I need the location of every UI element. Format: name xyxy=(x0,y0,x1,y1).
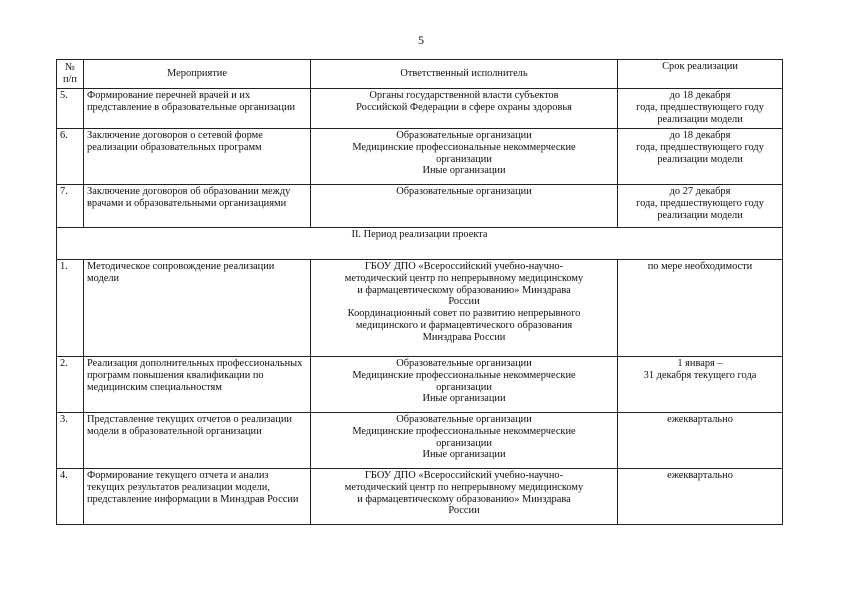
deadline-line: до 18 декабря xyxy=(669,90,731,101)
header-number xyxy=(57,60,84,89)
deadline-line: ежеквартально xyxy=(667,470,733,481)
table-body-part1 xyxy=(57,89,783,228)
table-row xyxy=(57,469,783,525)
responsible-line: медицинского и фармацевтического образования xyxy=(355,319,573,331)
deadline-cell xyxy=(618,413,783,469)
implementation-plan-table xyxy=(56,59,783,525)
responsible-line: ГБОУ ДПО «Всероссийский учебно-научно- xyxy=(364,470,564,481)
header-deadline: Срок реализации xyxy=(618,60,783,89)
deadline-line: 1 января – xyxy=(677,358,723,369)
row-number: 6. xyxy=(57,129,84,185)
responsible-cell xyxy=(311,469,618,525)
deadline-cell xyxy=(618,357,783,413)
responsible-line: Органы государственной власти субъектов xyxy=(369,90,559,101)
deadline-cell xyxy=(618,129,783,185)
row-number: 4. xyxy=(57,469,84,525)
deadline-line: года, предшествующего году xyxy=(636,141,764,153)
deadline-cell xyxy=(618,469,783,525)
responsible-line: Образовательные организации xyxy=(396,414,532,425)
responsible-line: методический центр по непрерывному медицинскому xyxy=(344,481,584,493)
deadline-line: года, предшествующего году xyxy=(636,101,764,113)
table-body-part2 xyxy=(57,260,783,525)
deadline-line: по мере необходимости xyxy=(647,261,753,272)
responsible-line: России xyxy=(448,505,480,517)
row-number: 3. xyxy=(57,413,84,469)
table-row xyxy=(57,129,783,185)
responsible-cell xyxy=(311,413,618,469)
table-row xyxy=(57,357,783,413)
responsible-cell xyxy=(311,129,618,185)
responsible-line: и фармацевтическому образованию» Минздрава xyxy=(357,493,571,505)
table-row xyxy=(57,260,783,357)
responsible-line: Иные организации xyxy=(422,393,506,405)
deadline-line: 31 декабря текущего года xyxy=(643,369,757,381)
responsible-line: ГБОУ ДПО «Всероссийский учебно-научно- xyxy=(364,261,564,272)
responsible-line: Образовательные организации xyxy=(396,130,532,141)
activity-cell: Реализация дополнительных профессиональных программ повышения квалификации по медицинским специальностям xyxy=(84,357,311,413)
deadline-cell xyxy=(618,185,783,228)
header-number-abbr: п/п xyxy=(62,74,77,85)
responsible-line: Иные организации xyxy=(422,165,506,177)
page-number: 5 xyxy=(418,33,424,47)
activity-cell: Методическое сопровождение реализации модели xyxy=(84,260,311,357)
activity-cell: Заключение договоров о сетевой форме реализации образовательных программ xyxy=(84,129,311,185)
deadline-line: реализации модели xyxy=(657,153,743,165)
row-number: 2. xyxy=(57,357,84,413)
responsible-line: Медицинские профессиональные некоммерческие xyxy=(352,369,576,381)
responsible-cell xyxy=(311,357,618,413)
deadline-line: года, предшествующего году xyxy=(636,197,764,209)
table-row xyxy=(57,89,783,129)
header-number-symbol: № xyxy=(65,62,75,74)
responsible-line: и фармацевтическому образованию» Минздрава xyxy=(357,284,571,296)
responsible-line: Медицинские профессиональные некоммерческие xyxy=(352,141,576,153)
row-number: 5. xyxy=(57,89,84,129)
responsible-cell xyxy=(311,260,618,357)
table-header-row xyxy=(57,60,783,89)
activity-cell: Формирование перечней врачей и их представление в образовательные организации xyxy=(84,89,311,129)
responsible-line: России xyxy=(448,296,480,308)
responsible-line: организации xyxy=(436,437,492,449)
deadline-line: до 27 декабря xyxy=(669,186,731,197)
table-row xyxy=(57,413,783,469)
responsible-line: Образовательные организации xyxy=(396,186,532,197)
deadline-cell xyxy=(618,260,783,357)
responsible-line: Координационный совет по развитию непрерывного xyxy=(347,308,581,320)
header-activity: Мероприятие xyxy=(84,60,311,89)
section-row xyxy=(57,228,783,260)
responsible-cell xyxy=(311,185,618,228)
row-number: 1. xyxy=(57,260,84,357)
activity-cell: Формирование текущего отчета и анализ текущих результатов реализации модели, представление информации в Минздрав России xyxy=(84,469,311,525)
deadline-cell xyxy=(618,89,783,129)
row-number: 7. xyxy=(57,185,84,228)
deadline-line: до 18 декабря xyxy=(669,130,731,141)
responsible-line: организации xyxy=(436,381,492,393)
responsible-line: Российской Федерации в сфере охраны здоровья xyxy=(356,101,572,113)
section-title: II. Период реализации проекта xyxy=(57,228,783,260)
responsible-line: Иные организации xyxy=(422,449,506,461)
activity-cell: Представление текущих отчетов о реализации модели в образовательной организации xyxy=(84,413,311,469)
responsible-line: Образовательные организации xyxy=(396,358,532,369)
deadline-line: реализации модели xyxy=(657,209,743,221)
responsible-line: Медицинские профессиональные некоммерческие xyxy=(352,425,576,437)
responsible-line: Минздрава России xyxy=(422,331,506,343)
responsible-cell xyxy=(311,89,618,129)
table-row xyxy=(57,185,783,228)
deadline-line: ежеквартально xyxy=(667,414,733,425)
deadline-line: реализации модели xyxy=(657,113,743,125)
header-responsible: Ответственный исполнитель xyxy=(311,60,618,89)
responsible-line: методический центр по непрерывному медицинскому xyxy=(344,272,584,284)
activity-cell: Заключение договоров об образовании между врачами и образовательными организациями xyxy=(84,185,311,228)
responsible-line: организации xyxy=(436,153,492,165)
